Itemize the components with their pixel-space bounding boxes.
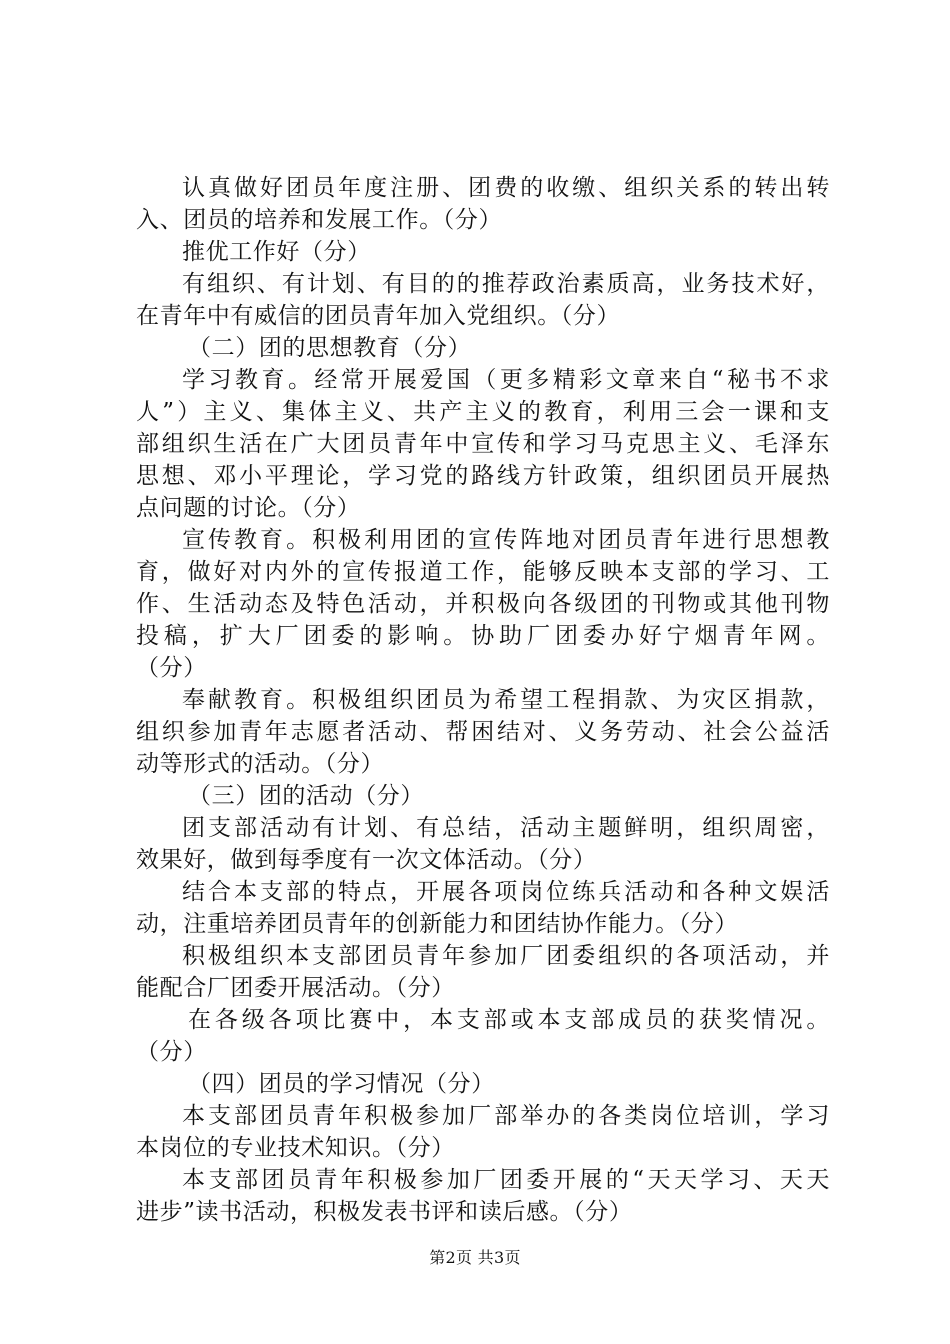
paragraph-line: 动等形式的活动。（分） bbox=[136, 751, 385, 777]
paragraph-line: 点问题的讨论。（分） bbox=[136, 495, 361, 521]
paragraph-line: 投稿，扩大厂团委的影响。协助厂团委办好宁烟青年网。 bbox=[136, 623, 830, 649]
paragraph-line: 人”）主义、集体主义、共产主义的教育，利用三会一课和支 bbox=[136, 399, 830, 425]
paragraph-line: 本支部团员青年积极参加厂部举办的各类岗位培训，学习 bbox=[182, 1103, 830, 1129]
paragraph-line: 入、团员的培养和发展工作。（分） bbox=[136, 207, 503, 233]
section-heading: （三）团的活动（分） bbox=[188, 783, 424, 809]
section-heading: （二）团的思想教育（分） bbox=[188, 335, 472, 361]
paragraph-line: 效果好，做到每季度有一次文体活动。（分） bbox=[136, 847, 597, 873]
paragraph-line: 组织参加青年志愿者活动、帮困结对、义务劳动、社会公益活 bbox=[136, 719, 830, 745]
paragraph-line: （分） bbox=[136, 655, 207, 681]
page-footer bbox=[0, 1245, 950, 1268]
paragraph-line: 认真做好团员年度注册、团费的收缴、组织关系的转出转 bbox=[182, 175, 830, 201]
paragraph-line: 在青年中有威信的团员青年加入党组织。（分） bbox=[136, 303, 621, 329]
paragraph-line: 本岗位的专业技术知识。（分） bbox=[136, 1135, 455, 1161]
paragraph-line: 团支部活动有计划、有总结，活动主题鲜明，组织周密， bbox=[182, 815, 830, 841]
paragraph-line: 作、生活动态及特色活动，并积极向各级团的刊物或其他刊物 bbox=[136, 591, 830, 617]
paragraph-line: 动，注重培养团员青年的创新能力和团结协作能力。（分） bbox=[136, 911, 739, 937]
document-body bbox=[136, 172, 830, 1228]
paragraph-line: 结合本支部的特点，开展各项岗位练兵活动和各种文娱活 bbox=[182, 879, 830, 905]
paragraph-line: 积极组织本支部团员青年参加厂团委组织的各项活动，并 bbox=[182, 943, 830, 969]
paragraph-line: 思想、邓小平理论，学习党的路线方针政策，组织团员开展热 bbox=[136, 463, 830, 489]
paragraph-line: （分） bbox=[136, 1039, 207, 1065]
paragraph-line: 进步”读书活动，积极发表书评和读后感。（分） bbox=[136, 1199, 633, 1225]
paragraph-line: 推优工作好（分） bbox=[182, 239, 371, 265]
paragraph-line: 部组织生活在广大团员青年中宣传和学习马克思主义、毛泽东 bbox=[136, 431, 830, 457]
paragraph-line: 奉献教育。积极组织团员为希望工程捐款、为灾区捐款， bbox=[182, 687, 830, 713]
paragraph-line: 育，做好对内外的宣传报道工作，能够反映本支部的学习、工 bbox=[136, 559, 830, 585]
page-number-label: 第2页 共3页 bbox=[429, 1248, 521, 1267]
paragraph-line: 在各级各项比赛中，本支部或本支部成员的获奖情况。 bbox=[188, 1007, 830, 1033]
paragraph-line: 本支部团员青年积极参加厂团委开展的“天天学习、天天 bbox=[182, 1167, 830, 1193]
paragraph-line: 学习教育。经常开展爱国（更多精彩文章来自“秘书不求 bbox=[182, 367, 830, 393]
section-heading: （四）团员的学习情况（分） bbox=[188, 1071, 495, 1097]
paragraph-line: 宣传教育。积极利用团的宣传阵地对团员青年进行思想教 bbox=[182, 527, 830, 553]
paragraph-line: 有组织、有计划、有目的的推荐政治素质高，业务技术好， bbox=[182, 271, 830, 297]
paragraph-line: 能配合厂团委开展活动。（分） bbox=[136, 975, 455, 1001]
